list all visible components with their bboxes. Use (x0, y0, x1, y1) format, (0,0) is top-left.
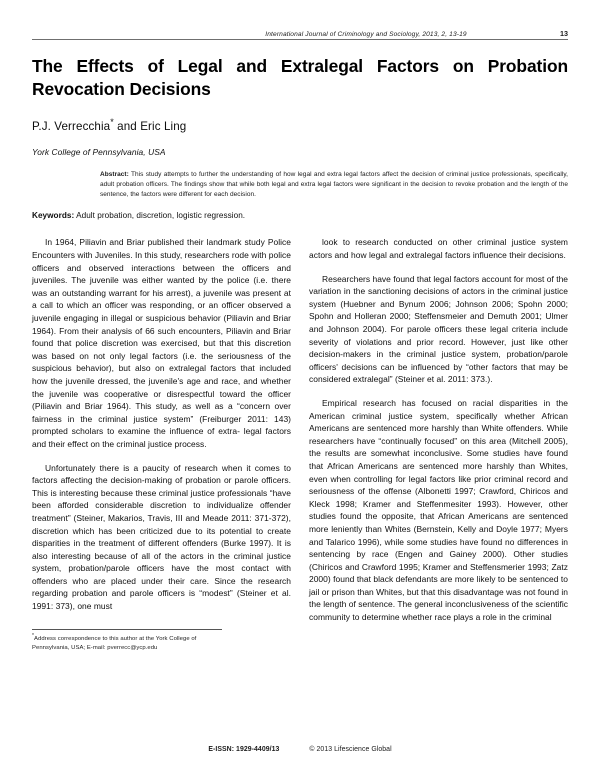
affiliation: York College of Pennsylvania, USA (32, 147, 166, 158)
right-column (309, 236, 568, 634)
abstract (100, 170, 568, 200)
title-line-2: Revocation Decisions (32, 78, 211, 99)
corresponding-author-marker: * (110, 117, 114, 128)
paragraph: In 1964, Piliavin and Briar published their landmark study Police Encounters with Juveniles. In this study, researchers rode with police officers and observed interactions between the officers and juveniles. The juvenile was either wanted by the police (i.e. there was an outstanding warrant for his arrest), a juvenile was present at a call to which an officer was responding, or an officer observed a juvenile engaging in illegal or suspicious behavior (Piliavin and Briar 1964). From their analysis of 66 such encounters, Piliavin and Briar found that police discretion was exercised, but that this discretion was based on not only legal factors (i.e. the seriousness of the suspicious behavior), but also on extralegal factors that included how the juvenile dressed, the juvenile's age and race, and whether the juvenile was cooperative or disrespectful toward the officer (Piliavin and Briar 1964). This study, as well as a “concern over fairness in the criminal justice system” (Freiburger 2011: 143) prompted scholars to examine the influence of extra- legal factors and their effect on the criminal justice process. (32, 237, 291, 449)
footnote (32, 629, 222, 653)
paragraph: Unfortunately there is a paucity of research when it comes to factors affecting the decision-making of probation or parole officers. This is interesting because these criminal justice professionals “have been afforded considerable discretion to individualize offender treatment” (Steiner, Makarios, Travis, III and Meade 2011: 371-372), discretion which has been criticized due to its potential to create disparities in the treatment of different offenders (Burke 1997). It is also interesting because of all of the actors in the criminal justice system, probation/parole officers have the most contact with offenders who are placed under their care. Since the research regarding probation and parole officers is “modest” (Steiner et al. 1991: 373), one must (32, 462, 291, 612)
body-columns (32, 236, 568, 652)
page-number: 13 (560, 29, 568, 38)
keywords-label: Keywords: (32, 211, 75, 221)
journal-citation: International Journal of Criminology and Sociology, 2013, 2, 13-19 (265, 31, 467, 38)
footnote-text (32, 632, 222, 653)
abstract-text: This study attempts to further the understanding of how legal and extra legal factors affect the decision of criminal justice professionals, specifically, adult probation officers. The findings show that while both legal and extra legal factors were significant in the decision to revoke probation and the length of the sentence, the factors were different for each decision. (100, 171, 568, 199)
author-primary: P.J. Verrecchia (32, 120, 111, 134)
running-head (32, 0, 568, 40)
paragraph: look to research conducted on other criminal justice system actors and how legal and extralegal factors influence their decisions. (309, 237, 568, 261)
author-list (32, 117, 568, 134)
footnote-marker: * (32, 632, 35, 639)
copyright-label: © 2013 Lifescience Global (309, 746, 392, 753)
footnote-body: Address correspondence to this author at the York College of Pennsylvania, USA; E-mail: pverrecc@ycp.edu (32, 635, 197, 651)
left-column (32, 236, 291, 652)
title-line-1: The Effects of Legal and Extralegal Factors on Probation (32, 56, 568, 76)
keywords (32, 211, 568, 220)
abstract-label: Abstract: (100, 171, 129, 179)
page-title (32, 55, 568, 100)
author-secondary: and Eric Ling (113, 120, 187, 134)
page-footer (0, 746, 600, 753)
paragraph: Empirical research has focused on racial disparities in the American criminal justice system, specifically whether African Americans are sentenced more harshly than White offenders. While researchers have “continually focused” on this area (Mitchell 2005), the results are somewhat inconclusive. Some studies have found that African Americans are sentenced more harshly than Whites, even when controlling for legal factors like prior criminal record and seriousness of the offense (Albonetti 1997; Crawford, Chiricos and Kleck 1998; Kramer and Steffenmesiter 1993). However, other studies found the opposite, that African Americans are sentenced more leniently than Whites (Bernstein, Kelly and Doyle 1977; Myers and Talarico 1996), while some studies have found no differences in sentencing by race (Engen and Gainey 2000). Other studies (Chiricos and Crawford 1995; Kramer and Steffensmerier 1993; Zatz 2000) found that black defendants are more likely to be sentenced to jail or prison than Whites, but that this disadvantage was not found in the length of sentence. The general inconclusiveness of the scientific community to determine whether race plays a role in the criminal (309, 397, 568, 623)
eissn-label: E-ISSN: 1929-4409/13 (208, 746, 280, 753)
keywords-text: Adult probation, discretion, logistic regression. (74, 211, 246, 221)
paragraph: Researchers have found that legal factors account for most of the variation in the sanctioning decisions of actors in the criminal justice system (Huebner and Bynum 2006; Johnson 2006; Spohn 2000; Spohn and Holleran 2000; Steffensmeier and Demuth 2001; Ulmer and Johnson 2004). For parole officers these legal criteria include severity of violations and prior record. However, just like other decision-makers in the criminal justice system, probation/parole officers' decisions can be influenced by “other factors that may be considered extralegal” (Steiner et al. 2011: 373.). (309, 273, 569, 385)
